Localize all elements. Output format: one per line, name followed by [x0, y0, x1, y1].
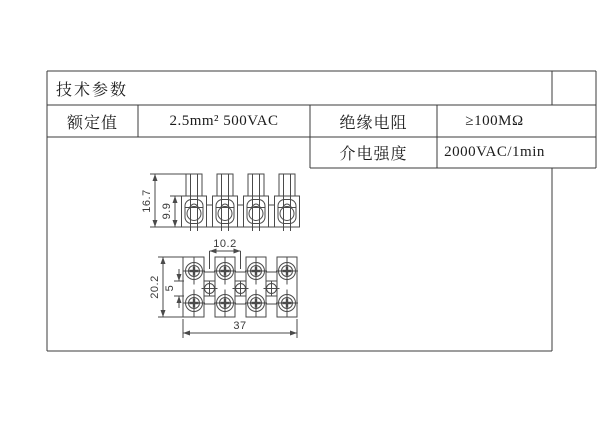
terminal-unit-icon: [182, 174, 207, 231]
insulation-resistance-label: 绝缘电阻: [339, 114, 408, 132]
dimension-center-gap: 5: [164, 284, 176, 292]
dimension-pitch: 10.2: [213, 238, 237, 250]
terminal-webs: [207, 205, 275, 227]
screw-icon: [276, 290, 298, 317]
table-title: 技术参数: [56, 81, 129, 99]
screw-icon: [276, 258, 298, 285]
screw-icon: [245, 258, 267, 285]
dielectric-strength-label: 介电强度: [339, 146, 408, 163]
dimension-total-depth: 20.2: [149, 275, 161, 299]
terminal-unit-icon: [275, 174, 300, 231]
rated-value-label: 额定值: [66, 114, 118, 132]
terminal-unit-icon: [244, 174, 269, 231]
screw-icon: [183, 258, 205, 285]
screw-icon: [214, 258, 236, 285]
insulation-resistance-value: ≥100MΩ: [465, 112, 524, 129]
rated-value: 2.5mm² 500VAC: [169, 112, 279, 129]
dimension-body-height: 9.9: [161, 202, 173, 220]
terminal-unit-icon: [213, 174, 238, 231]
dielectric-strength-value: 2000VAC/1min: [444, 144, 545, 160]
dimension-total-height: 16.7: [141, 189, 153, 213]
dimension-total-width: 37: [233, 320, 247, 332]
screw-icon: [214, 290, 236, 317]
screw-icon: [183, 290, 205, 317]
screw-icon: [245, 290, 267, 317]
